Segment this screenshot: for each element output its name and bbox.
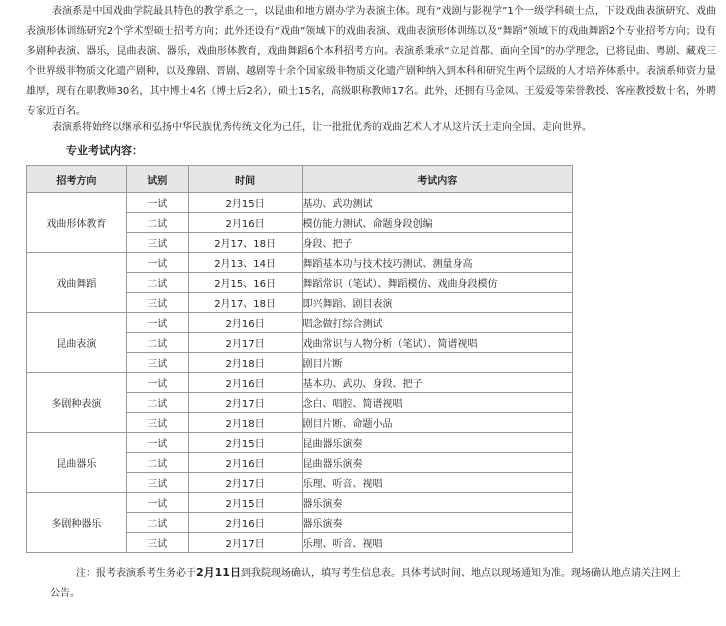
content-cell: 乐理、听音、视唱 (302, 533, 573, 553)
round-cell: 二试 (126, 273, 188, 293)
round-cell: 三试 (126, 473, 188, 493)
registration-note (50, 563, 690, 604)
content-cell: 器乐演奏 (302, 513, 573, 533)
table-row (27, 253, 573, 273)
content-cell: 乐理、听音、视唱 (302, 473, 573, 493)
round-cell: 二试 (126, 333, 188, 353)
section-title: 专业考试内容： (66, 144, 143, 157)
content-cell: 模仿能力测试、命题身段创编 (302, 213, 573, 233)
round-cell: 一试 (126, 373, 188, 393)
round-cell: 三试 (126, 413, 188, 433)
time-cell: 2月16日 (188, 213, 302, 233)
time-cell: 2月18日 (188, 353, 302, 373)
time-cell: 2月17日 (188, 473, 302, 493)
content-cell: 舞蹈常识（笔试）、舞蹈模仿、戏曲身段模仿 (302, 273, 573, 293)
time-cell: 2月17日 (188, 393, 302, 413)
time-cell: 2月18日 (188, 413, 302, 433)
round-cell: 一试 (126, 253, 188, 273)
round-cell: 三试 (126, 233, 188, 253)
note-date: 2月11日 (196, 566, 241, 579)
round-cell: 二试 (126, 513, 188, 533)
round-cell: 二试 (126, 453, 188, 473)
round-cell: 二试 (126, 393, 188, 413)
header-direction: 招考方向 (27, 166, 127, 193)
table-row (27, 493, 573, 513)
content-cell: 剧目片断 (302, 353, 573, 373)
time-cell: 2月16日 (188, 453, 302, 473)
content-cell: 即兴舞蹈、剧目表演 (302, 293, 573, 313)
note-suffix: 到我院现场确认，填写考生信息表。具体考试时间、地点以现场通知为准。现场确认地点请关注网上公告。 (50, 568, 681, 599)
direction-cell: 昆曲表演 (27, 313, 127, 373)
table-body (27, 193, 573, 553)
time-cell: 2月16日 (188, 513, 302, 533)
time-cell: 2月15、16日 (188, 273, 302, 293)
time-cell: 2月15日 (188, 493, 302, 513)
table-row (27, 313, 573, 333)
time-cell: 2月15日 (188, 193, 302, 213)
content-cell: 戏曲常识与人物分析（笔试）、简谱视唱 (302, 333, 573, 353)
content-cell: 昆曲器乐演奏 (302, 433, 573, 453)
note-prefix: 注：报考表演系考生务必于 (76, 568, 196, 579)
header-round: 试别 (126, 166, 188, 193)
content-cell: 念白、唱腔、简谱视唱 (302, 393, 573, 413)
header-time: 时间 (188, 166, 302, 193)
content-cell: 唱念做打综合测试 (302, 313, 573, 333)
time-cell: 2月17日 (188, 333, 302, 353)
direction-cell: 多剧种器乐 (27, 493, 127, 553)
content-cell: 身段、把子 (302, 233, 573, 253)
time-cell: 2月16日 (188, 373, 302, 393)
time-cell: 2月13、14日 (188, 253, 302, 273)
table-row (27, 373, 573, 393)
round-cell: 一试 (126, 433, 188, 453)
time-cell: 2月17日 (188, 533, 302, 553)
content-cell: 舞蹈基本功与技术技巧测试、测量身高 (302, 253, 573, 273)
header-content: 考试内容 (302, 166, 573, 193)
time-cell: 2月17、18日 (188, 293, 302, 313)
round-cell: 一试 (126, 313, 188, 333)
intro-paragraph: 表演系是中国戏曲学院最具特色的教学系之一，以昆曲和地方剧办学为表演主体。现有“戏剧与影视学”1个一级学科硕士点，下设戏曲表演研究、戏曲表演形体训练研究2个学术型硕士招考方向；此外还设有“戏曲”领域下的戏曲表演、戏曲表演形体训练以及“舞蹈”领域下的戏曲舞蹈2个专业招考方向；设有多剧种表演、器乐，昆曲表演、器乐，戏曲形体教育，戏曲舞蹈6个本科招考方向。表演系秉承“立足首都、面向全国”的办学理念，已将昆曲、粤剧、藏戏三个世界级非物质文化遗产剧种，以及豫剧、晋剧、越剧等十余个国家级非物质文化遗产剧种纳入到本科和研究生两个层级的人才培养体系中。表演系师资力量雄厚，现有在职教师30名，其中博士4名（博士后2名），硕士15名，高级职称教师17名。此外，还拥有马金凤、王爱爱等荣誉教授、客座教授数十名，外聘专家近百名。 (26, 6, 716, 117)
table-header-row (27, 166, 573, 193)
direction-cell: 戏曲形体教育 (27, 193, 127, 253)
time-cell: 2月17、18日 (188, 233, 302, 253)
round-cell: 二试 (126, 213, 188, 233)
content-cell: 器乐演奏 (302, 493, 573, 513)
table-row (27, 433, 573, 453)
direction-cell: 昆曲器乐 (27, 433, 127, 493)
round-cell: 三试 (126, 353, 188, 373)
content-cell: 基功、武功测试 (302, 193, 573, 213)
time-cell: 2月15日 (188, 433, 302, 453)
round-cell: 三试 (126, 293, 188, 313)
table-row (27, 193, 573, 213)
content-cell: 基本功、武功、身段、把子 (302, 373, 573, 393)
round-cell: 一试 (126, 493, 188, 513)
round-cell: 三试 (126, 533, 188, 553)
round-cell: 一试 (126, 193, 188, 213)
time-cell: 2月16日 (188, 313, 302, 333)
direction-cell: 多剧种表演 (27, 373, 127, 433)
exam-schedule-table (26, 165, 573, 553)
direction-cell: 戏曲舞蹈 (27, 253, 127, 313)
content-cell: 剧目片断、命题小品 (302, 413, 573, 433)
mission-paragraph: 表演系将始终以继承和弘扬中华民族优秀传统文化为己任，让一批批优秀的戏曲艺术人才从这片沃土走向全国、走向世界。 (52, 122, 592, 133)
content-cell: 昆曲器乐演奏 (302, 453, 573, 473)
